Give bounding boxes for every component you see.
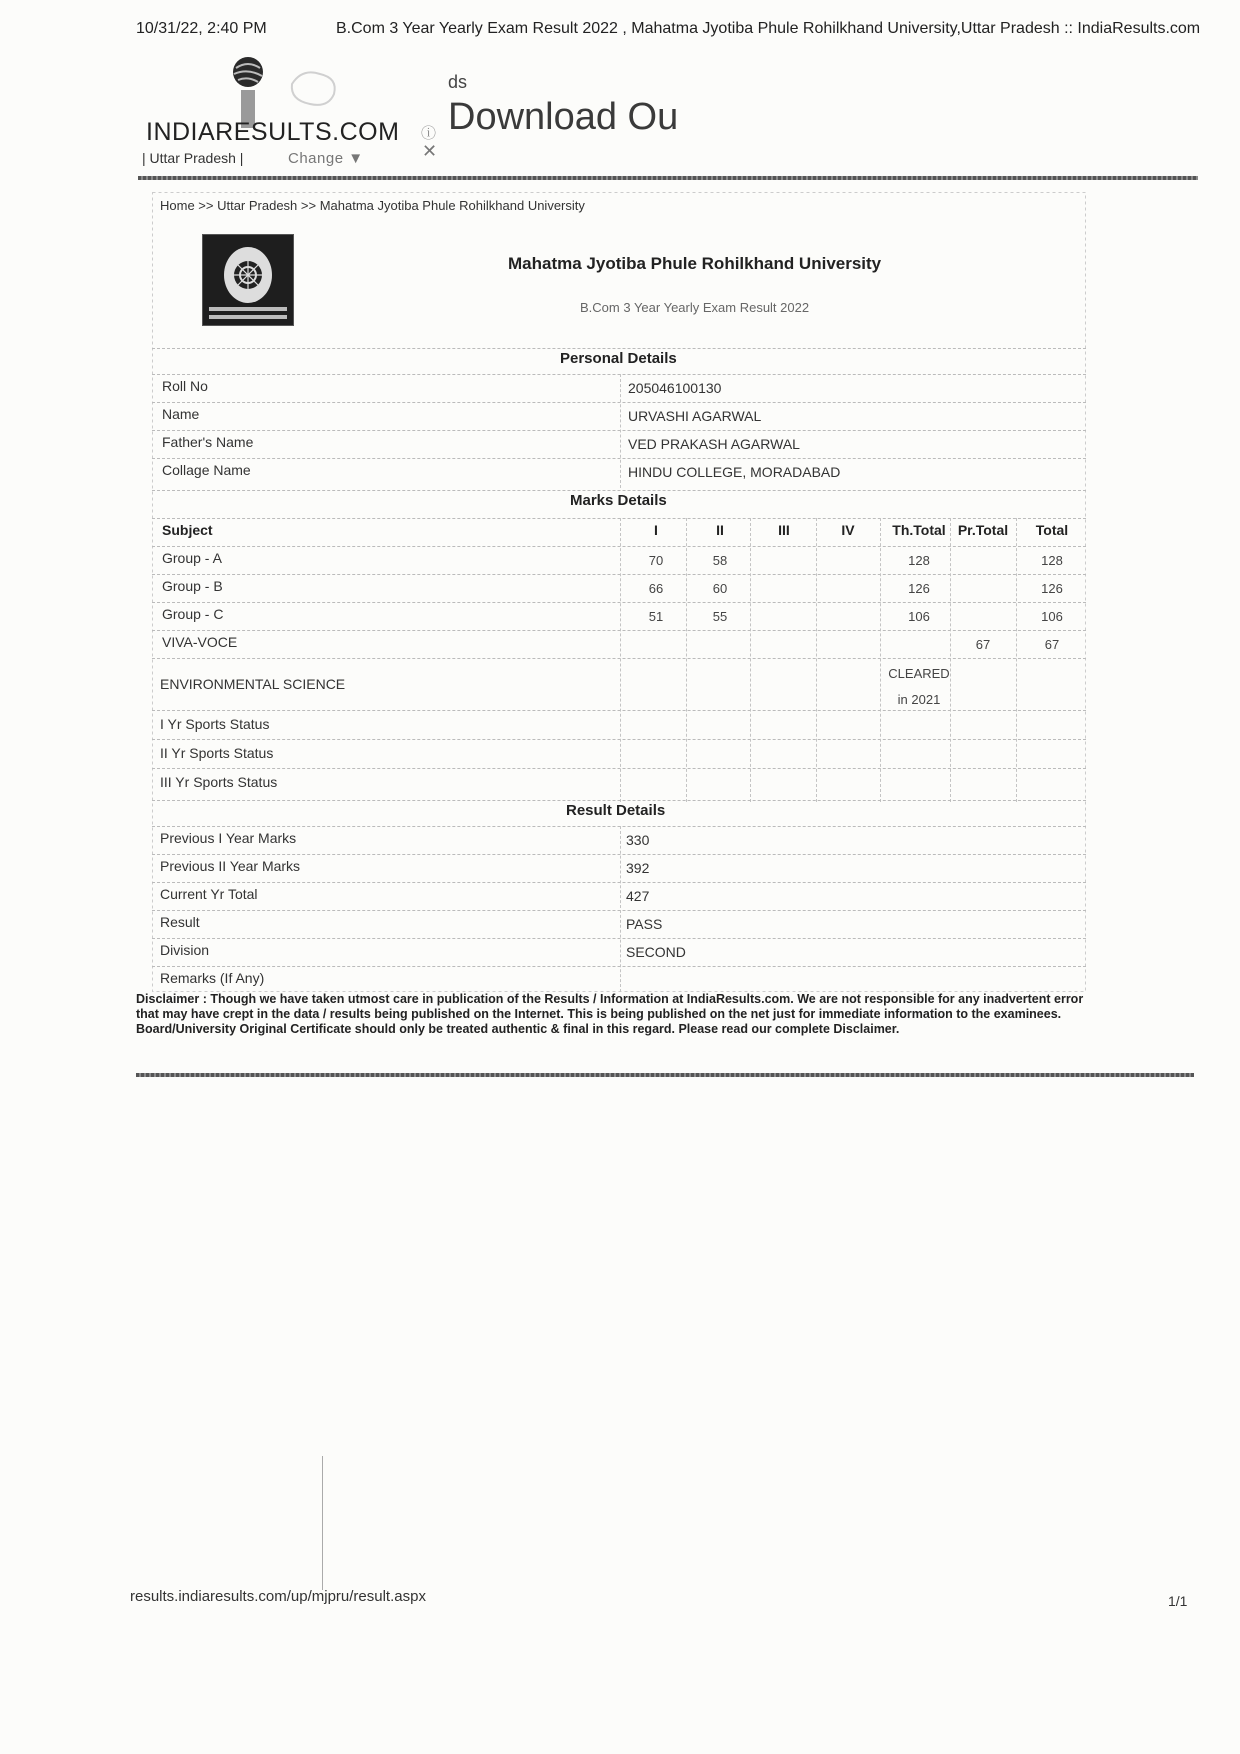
row-divider <box>152 938 1086 939</box>
personal-label: Collage Name <box>162 462 251 478</box>
row-divider <box>152 882 1086 883</box>
marks-cell: 67 <box>975 637 991 652</box>
change-state-link[interactable]: Change ▼ <box>288 150 364 167</box>
personal-details-title: Personal Details <box>560 350 677 367</box>
result-label: Current Yr Total <box>160 886 258 902</box>
env-science-label: ENVIRONMENTAL SCIENCE <box>160 676 346 692</box>
personal-value: HINDU COLLEGE, MORADABAD <box>628 464 841 480</box>
row-divider <box>152 658 1086 659</box>
personal-label: Name <box>162 406 200 422</box>
row-divider <box>152 710 1086 711</box>
marks-cell: 58 <box>712 553 728 568</box>
column-divider <box>620 374 621 488</box>
personal-value: URVASHI AGARWAL <box>628 408 762 424</box>
personal-value: 205046100130 <box>628 380 722 396</box>
marks-subject: Group - A <box>162 550 222 566</box>
ad-banner-text[interactable]: Download Ou <box>448 96 679 138</box>
marks-header-iv: IV <box>841 522 855 538</box>
disclaimer-text: Disclaimer : Though we have taken utmost care in publication of the Results / Information at IndiaResults.com. We are not responsible for any inadvertent error that may have crept in the data / results being published on the Internet. This is being published on the net just for immediate information to the examinees. Board/University Original Certificate should only be treated authentic & final in this regard. Please read our complete Disclaimer. <box>136 992 1084 1036</box>
row-divider <box>152 402 1086 403</box>
row-divider <box>152 348 1086 349</box>
env-status: CLEARED <box>888 666 950 681</box>
result-label: Previous II Year Marks <box>160 858 301 874</box>
column-divider <box>816 518 817 802</box>
marks-cell: 128 <box>908 553 930 568</box>
marks-cell: 60 <box>712 581 728 596</box>
row-divider <box>152 602 1086 603</box>
column-divider <box>620 518 621 802</box>
row-divider <box>152 800 1086 801</box>
university-seal-logo <box>202 234 294 326</box>
exam-name: B.Com 3 Year Yearly Exam Result 2022 <box>580 300 810 315</box>
marks-subject: Group - B <box>162 578 223 594</box>
watermark-map-icon <box>284 64 344 112</box>
row-divider <box>152 630 1086 631</box>
footer-divider <box>136 1073 1194 1077</box>
marks-subject: VIVA-VOCE <box>162 634 238 650</box>
sports-status-label: III Yr Sports Status <box>160 774 278 790</box>
personal-value: VED PRAKASH AGARWAL <box>628 436 800 452</box>
sports-status-label: II Yr Sports Status <box>160 745 274 761</box>
result-value: 392 <box>626 860 650 876</box>
state-label: | Uttar Pradesh | <box>142 150 244 166</box>
marks-header-th-total: Th.Total <box>892 522 946 538</box>
marks-header-subject: Subject <box>162 522 213 538</box>
row-divider <box>152 430 1086 431</box>
column-divider <box>750 518 751 802</box>
result-label: Result <box>160 914 200 930</box>
header-divider <box>138 176 1198 180</box>
breadcrumb[interactable]: Home >> Uttar Pradesh >> Mahatma Jyotiba Phule Rohilkhand University <box>160 198 585 213</box>
marks-cell: 51 <box>648 609 664 624</box>
row-divider <box>152 739 1086 740</box>
column-divider <box>620 826 621 992</box>
info-icon[interactable]: ⓘ <box>421 125 437 142</box>
marks-cell: 67 <box>1044 637 1060 652</box>
print-datetime: 10/31/22, 2:40 PM <box>136 20 267 37</box>
marks-header-total: Total <box>1035 522 1069 538</box>
row-divider <box>152 966 1086 967</box>
column-divider <box>880 518 881 802</box>
marks-cell: 128 <box>1041 553 1063 568</box>
row-divider <box>152 518 1086 519</box>
marks-header-ii: II <box>716 522 724 538</box>
column-divider <box>686 518 687 802</box>
marks-header-pr-total: Pr.Total <box>957 522 1009 538</box>
university-name: Mahatma Jyotiba Phule Rohilkhand University <box>508 254 882 273</box>
result-details-title: Result Details <box>566 802 666 819</box>
marks-cell: 66 <box>648 581 664 596</box>
marks-header-i: I <box>654 522 658 538</box>
row-divider <box>152 910 1086 911</box>
marks-header-iii: III <box>778 522 790 538</box>
column-divider <box>1016 518 1017 802</box>
marks-details-title: Marks Details <box>570 492 667 509</box>
result-value: 330 <box>626 832 650 848</box>
site-logo-text[interactable]: INDIARESULTS.COM <box>146 118 400 146</box>
page-url: results.indiaresults.com/up/mjpru/result.aspx <box>130 1588 426 1605</box>
marks-subject: Group - C <box>162 606 224 622</box>
row-divider <box>152 458 1086 459</box>
row-divider <box>152 826 1086 827</box>
result-value: 427 <box>626 888 650 904</box>
marks-cell: 70 <box>648 553 664 568</box>
row-divider <box>152 490 1086 491</box>
page-number: 1/1 <box>1168 1593 1188 1609</box>
env-status-year: in 2021 <box>897 692 941 707</box>
column-divider <box>950 518 951 802</box>
personal-label: Roll No <box>162 378 208 394</box>
scan-artifact-line <box>322 1456 323 1590</box>
sports-status-label: I Yr Sports Status <box>160 716 270 732</box>
marks-cell: 106 <box>1041 609 1063 624</box>
result-label: Remarks (If Any) <box>160 970 265 986</box>
marks-cell: 126 <box>1041 581 1063 596</box>
marks-cell: 106 <box>908 609 930 624</box>
result-value: PASS <box>626 916 663 932</box>
row-divider <box>152 546 1086 547</box>
row-divider <box>152 374 1086 375</box>
row-divider <box>152 854 1086 855</box>
result-value: SECOND <box>626 944 686 960</box>
result-label: Division <box>160 942 210 958</box>
close-icon[interactable]: ✕ <box>422 141 438 161</box>
ad-small-text[interactable]: ds <box>448 72 468 92</box>
row-divider <box>152 574 1086 575</box>
print-page-title: B.Com 3 Year Yearly Exam Result 2022 , Mahatma Jyotiba Phule Rohilkhand University,Uttar Pradesh :: IndiaResults.com <box>336 20 1201 37</box>
row-divider <box>152 768 1086 769</box>
result-label: Previous I Year Marks <box>160 830 297 846</box>
personal-label: Father's Name <box>162 434 254 450</box>
marks-cell: 126 <box>908 581 930 596</box>
marks-cell: 55 <box>712 609 728 624</box>
